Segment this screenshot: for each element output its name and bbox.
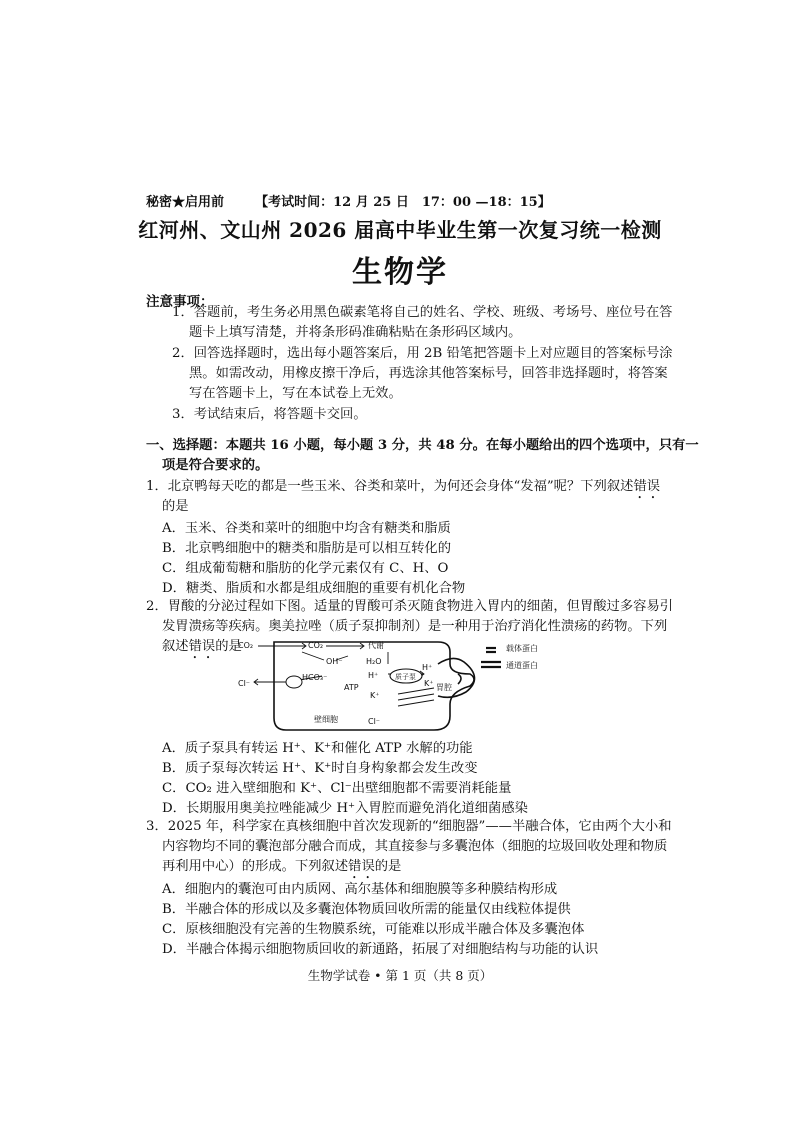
- notice-item-2a: 2．回答选择题时，选出每小题答案后，用 2B 铅笔把答题卡上对应题目的答案标号涂: [172, 346, 673, 361]
- legend-channel: 通道蛋白: [506, 661, 538, 670]
- q1-option-b: B．北京鸭细胞中的糖类和脂肪是可以相互转化的: [162, 541, 452, 556]
- q1-stem-line1: [146, 477, 660, 502]
- q2-option-c: C．CO₂ 进入壁细胞和 K⁺、Cl⁻出壁细胞都不需要消耗能量: [162, 781, 512, 796]
- label-cl-out: Cl⁻: [238, 679, 251, 688]
- notice-item-1a: 1．答题前，考生务必用黑色碳素笔将自己的姓名、学校、班级、考场号、座位号在答: [172, 305, 673, 320]
- notice-item-3: 3．考试结束后，将答题卡交回。: [172, 407, 367, 422]
- q2-emphasis: 错误: [188, 639, 216, 654]
- label-lumen: 胃腔: [436, 683, 452, 692]
- q2-option-d: D．长期服用奥美拉唑能减少 H⁺入胃腔而避免消化道细菌感染: [162, 801, 528, 816]
- label-h-in: H⁺: [368, 671, 379, 680]
- label-oh: OH⁻: [326, 657, 343, 666]
- q2-stem-line1: 2．胃酸的分泌过程如下图。适量的胃酸可杀灭随食物进入胃内的细菌，但胃酸过多容易引: [146, 599, 674, 614]
- notice-item-2c: 写在答题卡上，写在本试卷上无效。: [189, 386, 402, 401]
- label-co2-in: CO₂: [308, 641, 324, 650]
- subject-title: 生物学: [352, 255, 448, 290]
- q1-stem-text: 1．北京鸭每天吃的都是一些玉米、谷类和菜叶，为何还会身体“发福”呢？下列叙述: [146, 479, 634, 494]
- q3-stem-line1: 3．2025 年，科学家在真核细胞中首次发现新的“细胞器”——半融合体，它由两个大小和: [146, 819, 672, 834]
- q3-stem-pre: 再利用中心）的形成。下列叙述: [162, 859, 349, 874]
- exam-time: 【考试时间：12 月 25 日 17：00 —18：15】: [255, 195, 551, 210]
- label-parietal-cell: 壁细胞: [314, 715, 338, 724]
- q1-emphasis: 错误: [633, 479, 661, 494]
- label-k-out: K⁺: [424, 679, 434, 688]
- exam-header-line: [146, 191, 551, 210]
- gastric-acid-diagram: [238, 634, 568, 738]
- legend-carrier: 载体蛋白: [506, 644, 538, 653]
- q3-stem-line2: 内容物均不同的囊泡部分融合而成，其直接参与多囊泡体（细胞的垃圾回收处理和物质: [162, 839, 668, 854]
- q1-option-c: C．组成葡萄糖和脂肪的化学元素仅有 C、H、O: [162, 561, 449, 576]
- q3-emphasis: 错误: [348, 859, 375, 874]
- notice-heading: 注意事项：: [146, 294, 214, 310]
- label-proton-pump: 质子泵: [395, 673, 416, 681]
- q2-stem-post: 的是: [215, 639, 242, 654]
- label-metabolism: 代谢: [368, 641, 384, 650]
- q3-stem-post: 的是: [374, 859, 402, 874]
- section1-heading-2: 项是符合要求的。: [162, 458, 269, 473]
- label-k-in: K⁺: [370, 691, 380, 700]
- anion-exchanger-shape: [286, 676, 302, 688]
- page-footer: 生物学试卷 • 第 1 页（共 8 页）: [307, 968, 493, 983]
- notice-item-2b: 黑。如需改动，用橡皮擦干净后，再选涂其他答案标号，回答非选择题时，将答案: [189, 366, 668, 381]
- q3-option-a: A．细胞内的囊泡可由内质网、高尔基体和细胞膜等多种膜结构形成: [162, 882, 558, 897]
- q2-stem-line3: [162, 637, 242, 662]
- q3-option-c: C．原核细胞没有完善的生物膜系统，可能难以形成半融合体及多囊泡体: [162, 922, 585, 937]
- q1-option-a: A．玉米、谷类和菜叶的细胞中均含有糖类和脂质: [162, 521, 451, 536]
- secret-label: 秘密★启用前: [146, 195, 225, 210]
- q3-option-d: D．半融合体揭示细胞物质回收的新通路，拓展了对细胞结构与功能的认识: [162, 942, 599, 957]
- exam-title: 红河州、文山州 2026 届高中毕业生第一次复习统一检测: [138, 218, 662, 242]
- notice-item-1b: 题卡上填写清楚，并将条形码准确粘贴在条形码区域内。: [189, 325, 522, 340]
- label-h-out: H⁺: [422, 663, 433, 672]
- q2-stem-line2: 发胃溃疡等疾病。奥美拉唑（质子泵抑制剂）是一种用于治疗消化性溃疡的药物。下列: [162, 619, 668, 634]
- label-co2-out: CO₂: [238, 641, 254, 650]
- q2-option-b: B．质子泵每次转运 H⁺、K⁺时自身构象都会发生改变: [162, 761, 478, 776]
- label-hco3: HCO₃⁻: [302, 673, 328, 682]
- q1-stem-line2: 的是: [162, 499, 189, 514]
- q3-option-b: B．半融合体的形成以及多囊泡体物质回收所需的能量仅由线粒体提供: [162, 902, 571, 917]
- label-h2o: H₂O: [366, 657, 382, 666]
- label-atp: ATP: [344, 683, 359, 692]
- section1-heading-1: 一、选择题：本题共 16 小题，每小题 3 分，共 48 分。在每小题给出的四个选项中，只有一: [146, 438, 699, 453]
- q2-option-a: A．质子泵具有转运 H⁺、K⁺和催化 ATP 水解的功能: [162, 741, 473, 756]
- q2-stem-pre: 叙述: [162, 639, 189, 654]
- label-cl-in: Cl⁻: [368, 717, 381, 726]
- q1-option-d: D．糖类、脂质和水都是组成细胞的重要有机化合物: [162, 581, 466, 596]
